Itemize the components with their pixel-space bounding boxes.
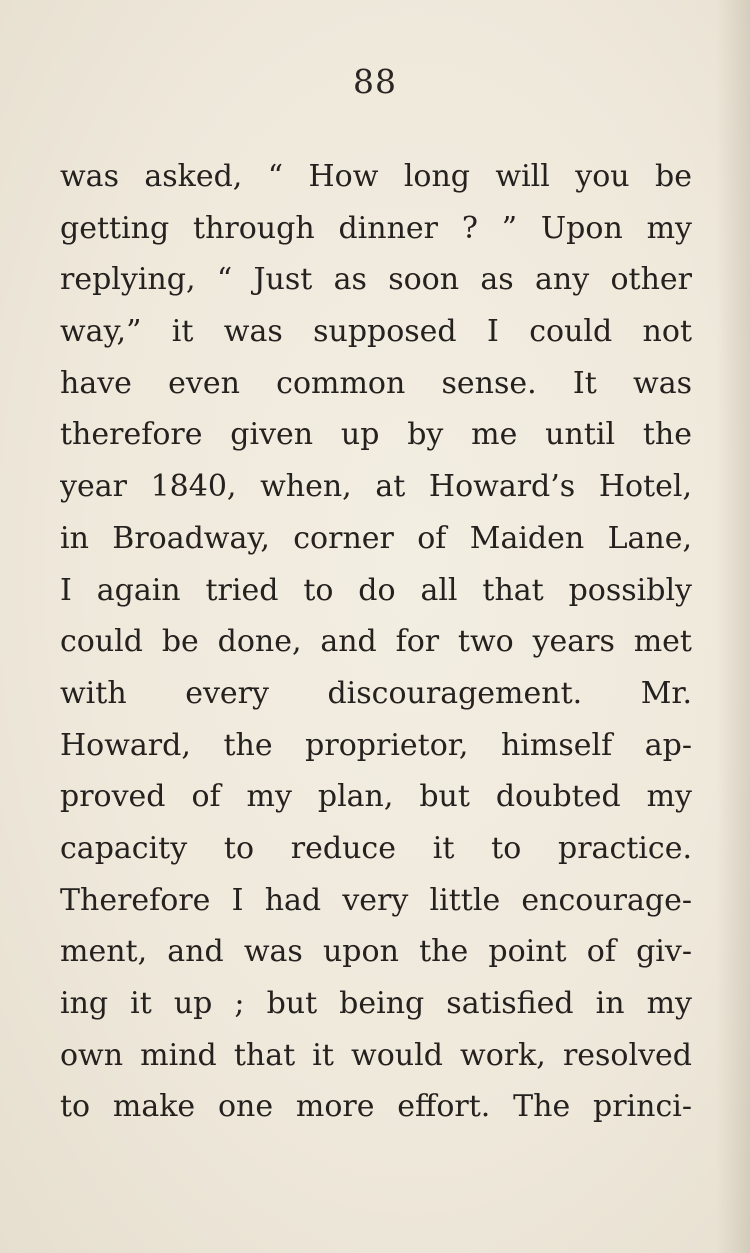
text-line: in Broadway, corner of Maiden Lane, xyxy=(60,520,692,556)
text-line: have even common sense. It was xyxy=(60,365,692,401)
page-number: 88 xyxy=(353,62,397,101)
text-line: therefore given up by me until the xyxy=(60,417,692,453)
text-line: ing it up ; but being satisfied in my xyxy=(60,986,692,1021)
text-line: was asked, “ How long will you be xyxy=(60,159,692,194)
text-line: getting through dinner ? ” Upon my xyxy=(60,210,692,246)
text-line: way,” it was supposed I could not xyxy=(60,314,692,350)
body-text xyxy=(60,151,692,1133)
text-line: I again tried to do all that possibly xyxy=(60,572,692,608)
text-line: ment, and was upon the point of giv- xyxy=(60,934,692,970)
text-line: capacity to reduce it to practice. xyxy=(60,830,692,866)
text-line: own mind that it would work, resolved xyxy=(60,1037,692,1073)
text-line: Howard, the proprietor, himself ap- xyxy=(60,727,692,763)
text-line: to make one more effort. The princi- xyxy=(60,1089,692,1125)
text-line: replying, “ Just as soon as any other xyxy=(60,262,692,298)
text-line: could be done, and for two years met xyxy=(60,624,692,660)
text-line: Therefore I had very little encourage- xyxy=(60,882,692,918)
text-line: with every discouragement. Mr. xyxy=(60,675,692,711)
text-line: proved of my plan, but doubted my xyxy=(60,779,692,815)
text-line: year 1840, when, at Howard’s Hotel, xyxy=(60,469,692,505)
